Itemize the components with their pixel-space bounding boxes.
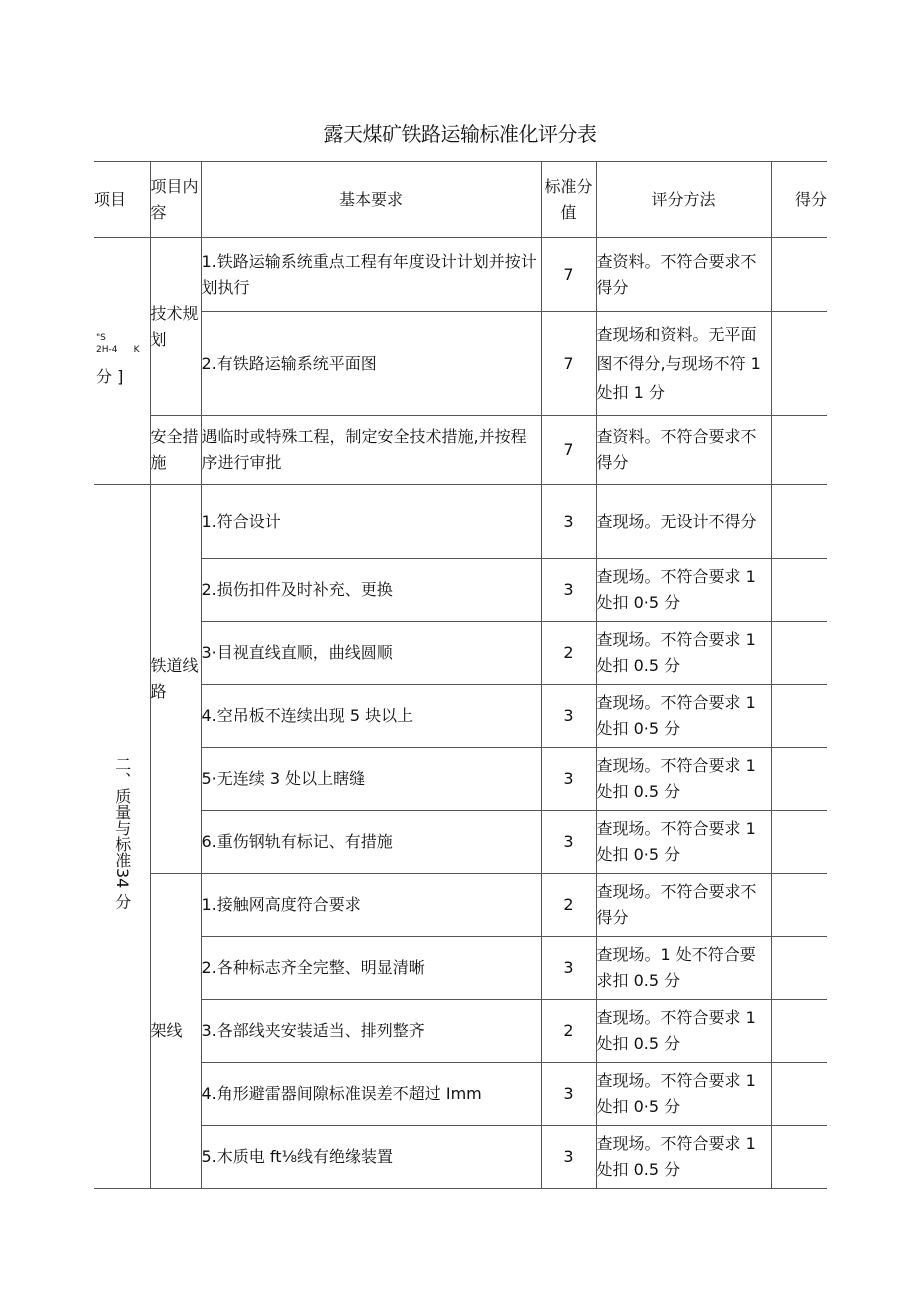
- requirement-cell: 遇临时或特殊工程，制定安全技术措施,并按程序进行审批: [201, 416, 541, 485]
- requirement-cell: 5·无连续 3 处以上瞎缝: [201, 748, 541, 811]
- standard-score-cell: 7: [541, 312, 596, 416]
- table-row: [94, 811, 827, 874]
- standard-score-cell: 3: [541, 748, 596, 811]
- group-name: 安全措施: [150, 416, 201, 485]
- category-noise: "S: [96, 333, 106, 343]
- table-row: [94, 416, 827, 485]
- method-cell: 查现场。不符合要求 1 处扣 0.5 分: [596, 1126, 771, 1189]
- method-cell: 查现场。不符合要求 1 处扣 0.5 分: [596, 622, 771, 685]
- method-cell: 查现场。不符合要求 1 处扣 0·5 分: [596, 1063, 771, 1126]
- header-row: [94, 162, 827, 238]
- table-row: [94, 937, 827, 1000]
- header-score: 得分: [771, 162, 827, 238]
- standard-score-cell: 3: [541, 1063, 596, 1126]
- standard-score-cell: 7: [541, 238, 596, 312]
- method-cell: 查现场和资料。无平面图不得分,与现场不符 1 处扣 1 分: [596, 312, 771, 416]
- table-row: [94, 559, 827, 622]
- method-cell: 查现场。不符合要求 1 处扣 0.5 分: [596, 748, 771, 811]
- group-name: 架线: [150, 874, 201, 1189]
- category-cell: [94, 238, 150, 485]
- score-input-cell[interactable]: [771, 1063, 827, 1126]
- requirement-cell: 4.角形避雷器间隙标准误差不超过 Imm: [201, 1063, 541, 1126]
- method-cell: 查现场。不符合要求 1 处扣 0·5 分: [596, 685, 771, 748]
- standard-score-cell: 3: [541, 485, 596, 559]
- score-input-cell[interactable]: [771, 874, 827, 937]
- method-cell: 查资料。不符合要求不得分: [596, 416, 771, 485]
- method-cell: 查现场。不符合要求 1 处扣 0·5 分: [596, 559, 771, 622]
- requirement-cell: 6.重伤钢轨有标记、有措施: [201, 811, 541, 874]
- page-title: 露天煤矿铁路运输标准化评分表: [323, 122, 597, 146]
- requirement-cell: 2.各种标志齐全完整、明显清晰: [201, 937, 541, 1000]
- requirement-cell: 3·目视直线直顺，曲线圆顺: [201, 622, 541, 685]
- requirement-cell: 1.符合设计: [201, 485, 541, 559]
- standard-score-cell: 2: [541, 622, 596, 685]
- score-input-cell[interactable]: [771, 1000, 827, 1063]
- standard-score-cell: 3: [541, 937, 596, 1000]
- standard-score-cell: 3: [541, 811, 596, 874]
- table-row: [94, 874, 827, 937]
- header-requirement: 基本要求: [201, 162, 541, 238]
- score-input-cell[interactable]: [771, 416, 827, 485]
- score-input-cell[interactable]: [771, 748, 827, 811]
- score-input-cell[interactable]: [771, 937, 827, 1000]
- requirement-cell: 3.各部线夹安装适当、排列整齐: [201, 1000, 541, 1063]
- category-label: 二、质量与标准34 分: [112, 755, 132, 910]
- requirement-cell: 1.接触网高度符合要求: [201, 874, 541, 937]
- method-cell: 查现场。不符合要求 1 处扣 0.5 分: [596, 1000, 771, 1063]
- table-row: [94, 1063, 827, 1126]
- table-row: [94, 622, 827, 685]
- standard-score-cell: 2: [541, 874, 596, 937]
- method-cell: 查现场。无设计不得分: [596, 485, 771, 559]
- standard-score-cell: 3: [541, 1126, 596, 1189]
- score-input-cell[interactable]: [771, 811, 827, 874]
- requirement-cell: 2.有铁路运输系统平面图: [201, 312, 541, 416]
- header-content: 项目内容: [150, 162, 201, 238]
- header-project: 项目: [94, 162, 150, 238]
- method-cell: 查现场。不符合要求 1 处扣 0·5 分: [596, 811, 771, 874]
- header-method: 评分方法: [596, 162, 771, 238]
- requirement-cell: 1.铁路运输系统重点工程有年度设计计划并按计划执行: [201, 238, 541, 312]
- score-input-cell[interactable]: [771, 1126, 827, 1189]
- category-cell: [94, 485, 150, 1189]
- table-row: [94, 238, 827, 312]
- requirement-cell: 2.损伤扣件及时补充、更换: [201, 559, 541, 622]
- standard-score-cell: 2: [541, 1000, 596, 1063]
- method-cell: 查现场。不符合要求不得分: [596, 874, 771, 937]
- standard-score-cell: 7: [541, 416, 596, 485]
- score-input-cell[interactable]: [771, 312, 827, 416]
- table-row: [94, 1126, 827, 1189]
- score-input-cell[interactable]: [771, 685, 827, 748]
- score-input-cell[interactable]: [771, 559, 827, 622]
- method-cell: 查现场。1 处不符合要求扣 0.5 分: [596, 937, 771, 1000]
- standard-score-cell: 3: [541, 559, 596, 622]
- category-label: 分 ]: [96, 367, 124, 386]
- group-name: 技术规划: [150, 238, 201, 416]
- method-cell: 查资料。不符合要求不得分: [596, 238, 771, 312]
- requirement-cell: 4.空吊板不连续出现 5 块以上: [201, 685, 541, 748]
- scoring-table: [94, 161, 827, 1189]
- table-row: [94, 685, 827, 748]
- score-input-cell[interactable]: [771, 622, 827, 685]
- standard-score-cell: 3: [541, 685, 596, 748]
- category-noise: 2H-4: [96, 345, 118, 355]
- score-input-cell[interactable]: [771, 485, 827, 559]
- table-row: [94, 1000, 827, 1063]
- header-standard: 标准分值: [541, 162, 596, 238]
- score-input-cell[interactable]: [771, 238, 827, 312]
- group-name: 铁道线路: [150, 485, 201, 874]
- table-row: [94, 485, 827, 559]
- category-noise: K: [133, 345, 140, 355]
- table-row: [94, 312, 827, 416]
- requirement-cell: 5.木质电 ft⅛线有绝缘装置: [201, 1126, 541, 1189]
- table-row: [94, 748, 827, 811]
